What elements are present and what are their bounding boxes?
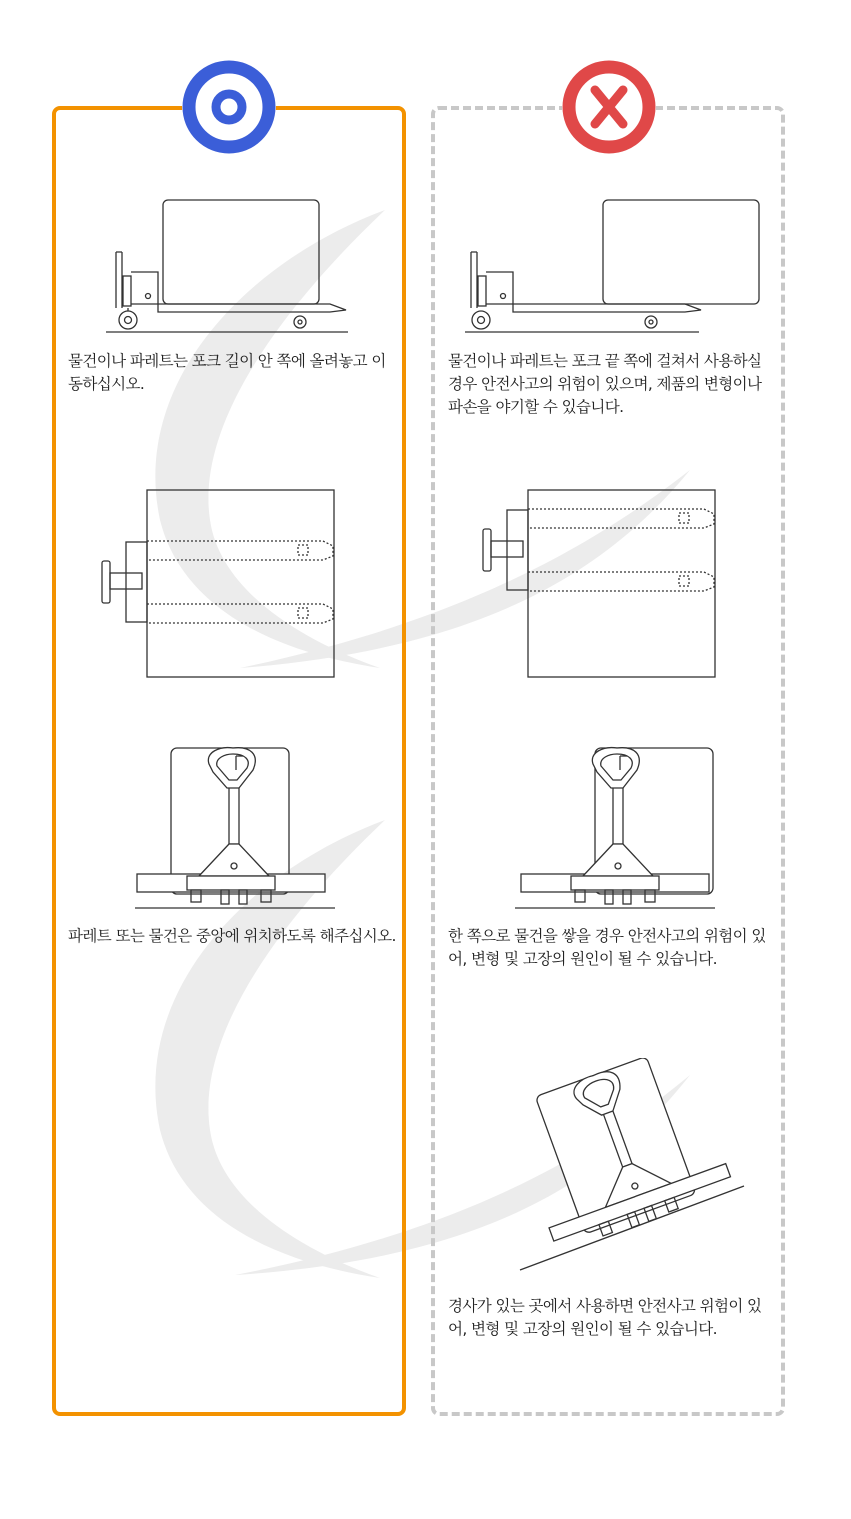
x-mark-icon [562,60,656,154]
incorrect-usage-caption-3: 경사가 있는 곳에서 사용하면 안전사고 위험이 있어, 변형 및 고장의 원인이 될 수 있습니다. [448,1297,762,1338]
pallet-truck-top-view-incorrect [476,488,721,680]
incorrect-usage-caption-1: 물건이나 파레트는 포크 끝 쪽에 걸쳐서 사용하실 경우 안전사고의 위험이 있으며, 제품의 변형이나 파손을 야기할 수 있습니다. [448,352,762,416]
pallet-truck-front-view-incorrect [515,742,715,912]
pallet-truck-top-view-correct [98,488,338,680]
incorrect-usage-caption-2: 한 쪽으로 물건을 쌓을 경우 안전사고의 위험이 있어, 변형 및 고장의 원인이 될 수 있습니다. [448,927,766,968]
pallet-truck-front-view-correct [135,742,335,912]
circle-o-icon [182,60,276,154]
pallet-truck-side-view-correct [100,192,360,337]
pallet-truck-side-view-incorrect [459,192,769,337]
pallet-truck-on-slope-incorrect [510,1058,750,1278]
correct-usage-caption-2: 파레트 또는 물건은 중앙에 위치하도록 해주십시오. [68,927,396,945]
correct-usage-caption-1: 물건이나 파레트는 포크 길이 안 쪽에 올려놓고 이동하십시오. [68,352,386,393]
